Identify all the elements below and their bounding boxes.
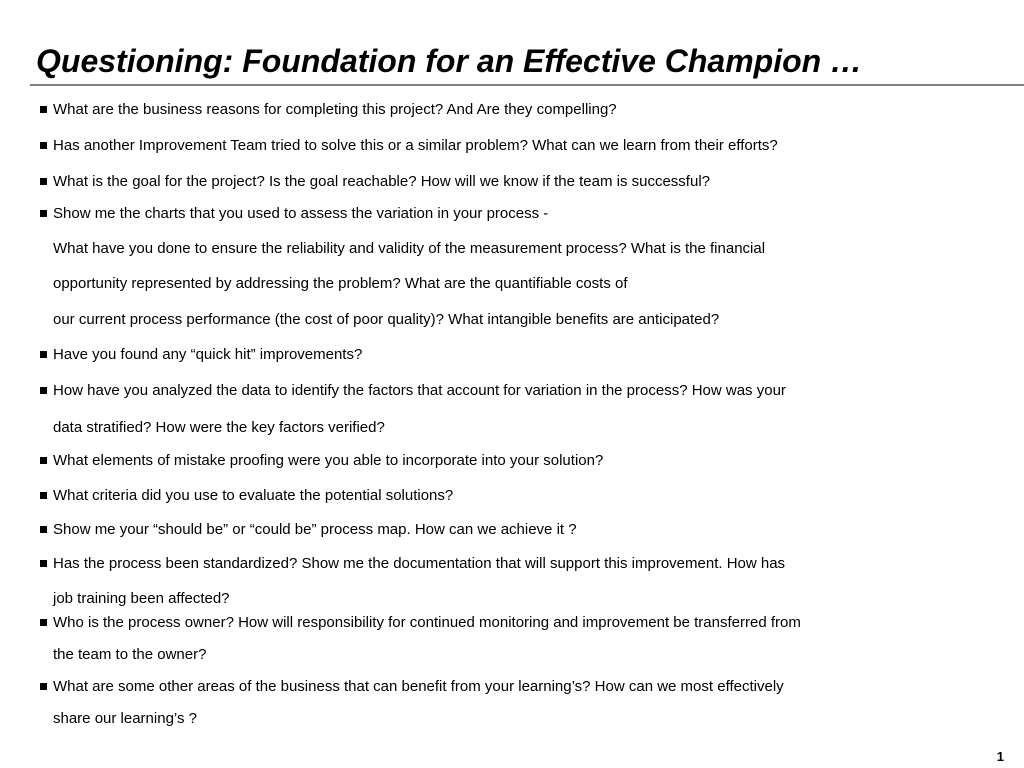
question-text: Show me the charts that you used to assess the variation in your process - <box>53 205 549 222</box>
question-item <box>40 613 801 633</box>
square-bullet-icon <box>40 387 47 394</box>
square-bullet-icon <box>40 492 47 499</box>
question-item <box>40 136 778 156</box>
question-text: What elements of mistake proofing were you able to incorporate into your solution? <box>53 452 604 469</box>
question-item <box>40 204 548 224</box>
square-bullet-icon <box>40 178 47 185</box>
square-bullet-icon <box>40 560 47 567</box>
question-text: Has the process been standardized? Show me the documentation that will support this improvement. How has <box>53 555 786 572</box>
square-bullet-icon <box>40 526 47 533</box>
question-text: What is the goal for the project? Is the goal reachable? How will we know if the team is successful? <box>53 173 710 190</box>
question-text: What are the business reasons for completing this project? And Are they compelling? <box>53 101 617 118</box>
question-text: Show me your “should be” or “could be” process map. How can we achieve it ? <box>53 521 577 538</box>
question-continuation: our current process performance (the cost of poor quality)? What intangible benefits are anticipated? <box>53 311 720 328</box>
square-bullet-icon <box>40 619 47 626</box>
title-divider <box>30 84 1024 86</box>
question-item <box>40 554 785 574</box>
square-bullet-icon <box>40 210 47 217</box>
square-bullet-icon <box>40 457 47 464</box>
question-text: How have you analyzed the data to identify the factors that account for variation in the process? How was your <box>53 382 786 399</box>
question-continuation: the team to the owner? <box>53 646 207 663</box>
question-item <box>40 172 710 192</box>
question-continuation: data stratified? How were the key factors verified? <box>53 419 385 436</box>
question-continuation: share our learning’s ? <box>53 710 197 727</box>
square-bullet-icon <box>40 106 47 113</box>
question-text: Has another Improvement Team tried to solve this or a similar problem? What can we learn from their efforts? <box>53 137 778 154</box>
question-item <box>40 100 617 120</box>
question-continuation: What have you done to ensure the reliability and validity of the measurement process? What is the financial <box>53 240 766 257</box>
square-bullet-icon <box>40 683 47 690</box>
question-item <box>40 486 453 506</box>
question-item <box>40 677 784 697</box>
slide-title: Questioning: Foundation for an Effective Champion … <box>36 43 863 79</box>
question-text: Have you found any “quick hit” improvements? <box>53 346 363 363</box>
question-item <box>40 345 362 365</box>
question-item <box>40 381 786 401</box>
question-item <box>40 451 603 471</box>
square-bullet-icon <box>40 142 47 149</box>
question-continuation: opportunity represented by addressing the problem? What are the quantifiable costs of <box>53 275 628 292</box>
square-bullet-icon <box>40 351 47 358</box>
page-number: 1 <box>996 749 1004 764</box>
question-text: What are some other areas of the business that can benefit from your learning’s? How can we most effectively <box>53 678 784 695</box>
question-text: Who is the process owner? How will responsibility for continued monitoring and improvement be transferred from <box>53 614 801 631</box>
question-continuation: job training been affected? <box>53 590 230 607</box>
question-text: What criteria did you use to evaluate the potential solutions? <box>53 487 454 504</box>
question-item <box>40 520 577 540</box>
